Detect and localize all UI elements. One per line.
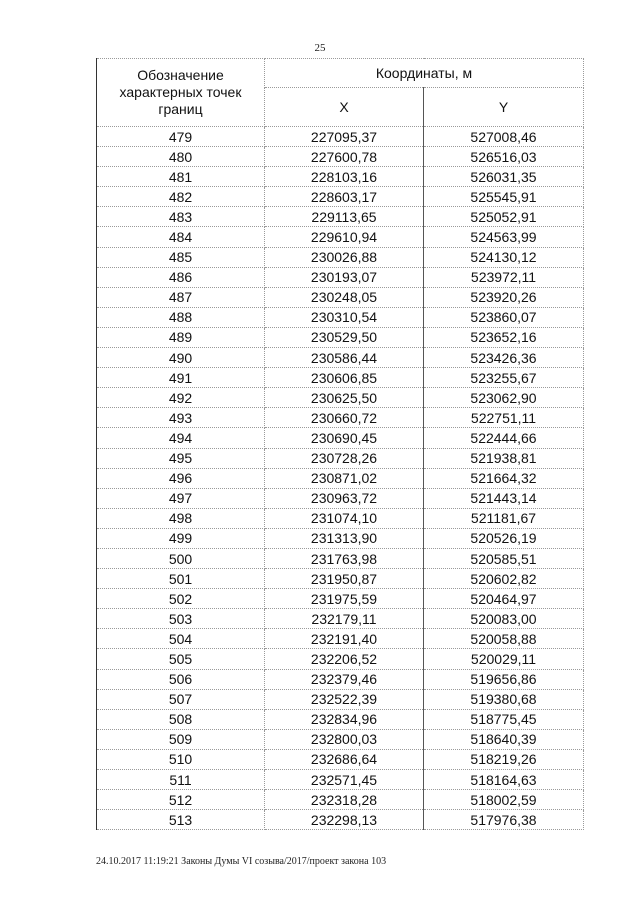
table-row bbox=[97, 508, 584, 528]
table-row bbox=[97, 589, 584, 609]
cell-x: 230871,02 bbox=[265, 468, 424, 488]
table-row bbox=[97, 207, 584, 227]
cell-x: 232298,13 bbox=[265, 810, 424, 830]
table-row bbox=[97, 689, 584, 709]
cell-x: 230193,07 bbox=[265, 267, 424, 287]
cell-x: 232800,03 bbox=[265, 729, 424, 749]
cell-point-id: 494 bbox=[97, 428, 265, 448]
cell-x: 231763,98 bbox=[265, 548, 424, 568]
table-row bbox=[97, 368, 584, 388]
cell-x: 230586,44 bbox=[265, 348, 424, 368]
table-row bbox=[97, 790, 584, 810]
cell-x: 230248,05 bbox=[265, 287, 424, 307]
table-row bbox=[97, 147, 584, 167]
table-row bbox=[97, 629, 584, 649]
cell-x: 229610,94 bbox=[265, 227, 424, 247]
table-row bbox=[97, 307, 584, 327]
table-row bbox=[97, 327, 584, 347]
table-row bbox=[97, 548, 584, 568]
table-body bbox=[97, 127, 584, 830]
table-row bbox=[97, 709, 584, 729]
cell-y: 518640,39 bbox=[424, 729, 584, 749]
table-row bbox=[97, 609, 584, 629]
table-row bbox=[97, 749, 584, 769]
cell-y: 523860,07 bbox=[424, 307, 584, 327]
cell-y: 523920,26 bbox=[424, 287, 584, 307]
cell-y: 520585,51 bbox=[424, 548, 584, 568]
table-row bbox=[97, 488, 584, 508]
cell-y: 521938,81 bbox=[424, 448, 584, 468]
cell-point-id: 493 bbox=[97, 408, 265, 428]
cell-x: 230606,85 bbox=[265, 368, 424, 388]
cell-point-id: 507 bbox=[97, 689, 265, 709]
cell-point-id: 499 bbox=[97, 528, 265, 548]
cell-x: 232834,96 bbox=[265, 709, 424, 729]
cell-y: 525052,91 bbox=[424, 207, 584, 227]
cell-x: 231313,90 bbox=[265, 528, 424, 548]
cell-y: 527008,46 bbox=[424, 127, 584, 147]
cell-point-id: 513 bbox=[97, 810, 265, 830]
cell-x: 230529,50 bbox=[265, 327, 424, 347]
cell-y: 526516,03 bbox=[424, 147, 584, 167]
cell-point-id: 491 bbox=[97, 368, 265, 388]
cell-y: 523652,16 bbox=[424, 327, 584, 347]
table-row bbox=[97, 348, 584, 368]
cell-point-id: 511 bbox=[97, 770, 265, 790]
table-row bbox=[97, 810, 584, 830]
cell-y: 520464,97 bbox=[424, 589, 584, 609]
cell-point-id: 505 bbox=[97, 649, 265, 669]
cell-point-id: 496 bbox=[97, 468, 265, 488]
cell-point-id: 501 bbox=[97, 569, 265, 589]
cell-point-id: 502 bbox=[97, 589, 265, 609]
cell-y: 518164,63 bbox=[424, 770, 584, 790]
cell-point-id: 492 bbox=[97, 388, 265, 408]
cell-x: 228603,17 bbox=[265, 187, 424, 207]
cell-x: 228103,16 bbox=[265, 167, 424, 187]
header-point-label: Обозначение характерных точек границ bbox=[97, 59, 265, 127]
cell-x: 230690,45 bbox=[265, 428, 424, 448]
cell-x: 229113,65 bbox=[265, 207, 424, 227]
cell-point-id: 483 bbox=[97, 207, 265, 227]
cell-x: 227600,78 bbox=[265, 147, 424, 167]
table-row bbox=[97, 729, 584, 749]
table-row bbox=[97, 569, 584, 589]
cell-point-id: 482 bbox=[97, 187, 265, 207]
cell-y: 517976,38 bbox=[424, 810, 584, 830]
cell-point-id: 481 bbox=[97, 167, 265, 187]
cell-y: 524563,99 bbox=[424, 227, 584, 247]
cell-point-id: 504 bbox=[97, 629, 265, 649]
table-row bbox=[97, 669, 584, 689]
cell-x: 232206,52 bbox=[265, 649, 424, 669]
cell-point-id: 508 bbox=[97, 709, 265, 729]
table-row bbox=[97, 528, 584, 548]
cell-point-id: 479 bbox=[97, 127, 265, 147]
cell-y: 521664,32 bbox=[424, 468, 584, 488]
cell-x: 230963,72 bbox=[265, 488, 424, 508]
cell-point-id: 490 bbox=[97, 348, 265, 368]
cell-x: 232318,28 bbox=[265, 790, 424, 810]
cell-point-id: 497 bbox=[97, 488, 265, 508]
table-row bbox=[97, 388, 584, 408]
cell-y: 521181,67 bbox=[424, 508, 584, 528]
table-row bbox=[97, 649, 584, 669]
coordinates-table bbox=[96, 58, 584, 830]
table-row bbox=[97, 227, 584, 247]
cell-x: 230026,88 bbox=[265, 247, 424, 267]
cell-point-id: 489 bbox=[97, 327, 265, 347]
cell-x: 232179,11 bbox=[265, 609, 424, 629]
cell-x: 230728,26 bbox=[265, 448, 424, 468]
cell-x: 232571,45 bbox=[265, 770, 424, 790]
cell-x: 227095,37 bbox=[265, 127, 424, 147]
cell-x: 230625,50 bbox=[265, 388, 424, 408]
cell-y: 524130,12 bbox=[424, 247, 584, 267]
cell-y: 522751,11 bbox=[424, 408, 584, 428]
cell-y: 519656,86 bbox=[424, 669, 584, 689]
table-row bbox=[97, 448, 584, 468]
page-number: 25 bbox=[314, 42, 326, 54]
cell-x: 232191,40 bbox=[265, 629, 424, 649]
cell-y: 522444,66 bbox=[424, 428, 584, 448]
cell-y: 518775,45 bbox=[424, 709, 584, 729]
cell-point-id: 509 bbox=[97, 729, 265, 749]
cell-point-id: 512 bbox=[97, 790, 265, 810]
cell-y: 518219,26 bbox=[424, 749, 584, 769]
table-row bbox=[97, 187, 584, 207]
cell-y: 518002,59 bbox=[424, 790, 584, 810]
cell-point-id: 495 bbox=[97, 448, 265, 468]
cell-y: 523972,11 bbox=[424, 267, 584, 287]
cell-y: 520058,88 bbox=[424, 629, 584, 649]
cell-point-id: 480 bbox=[97, 147, 265, 167]
cell-point-id: 506 bbox=[97, 669, 265, 689]
cell-y: 520029,11 bbox=[424, 649, 584, 669]
header-x: X bbox=[265, 88, 424, 127]
cell-y: 523426,36 bbox=[424, 348, 584, 368]
table-row bbox=[97, 770, 584, 790]
cell-x: 231975,59 bbox=[265, 589, 424, 609]
cell-y: 523062,90 bbox=[424, 388, 584, 408]
table-row bbox=[97, 167, 584, 187]
cell-y: 520526,19 bbox=[424, 528, 584, 548]
cell-y: 525545,91 bbox=[424, 187, 584, 207]
cell-point-id: 503 bbox=[97, 609, 265, 629]
cell-point-id: 510 bbox=[97, 749, 265, 769]
coordinates-table-container bbox=[96, 58, 583, 830]
cell-y: 519380,68 bbox=[424, 689, 584, 709]
cell-point-id: 487 bbox=[97, 287, 265, 307]
cell-x: 231950,87 bbox=[265, 569, 424, 589]
table-row bbox=[97, 468, 584, 488]
cell-point-id: 485 bbox=[97, 247, 265, 267]
cell-x: 230660,72 bbox=[265, 408, 424, 428]
cell-y: 521443,14 bbox=[424, 488, 584, 508]
table-header bbox=[97, 59, 584, 127]
table-row bbox=[97, 267, 584, 287]
cell-x: 232686,64 bbox=[265, 749, 424, 769]
cell-y: 520602,82 bbox=[424, 569, 584, 589]
table-row bbox=[97, 428, 584, 448]
cell-point-id: 486 bbox=[97, 267, 265, 287]
cell-x: 232379,46 bbox=[265, 669, 424, 689]
cell-y: 520083,00 bbox=[424, 609, 584, 629]
cell-x: 232522,39 bbox=[265, 689, 424, 709]
table-row bbox=[97, 408, 584, 428]
header-coordinates: Координаты, м bbox=[265, 59, 584, 88]
cell-x: 230310,54 bbox=[265, 307, 424, 327]
cell-point-id: 500 bbox=[97, 548, 265, 568]
table-row bbox=[97, 127, 584, 147]
cell-x: 231074,10 bbox=[265, 508, 424, 528]
cell-point-id: 498 bbox=[97, 508, 265, 528]
footer-stamp: 24.10.2017 11:19:21 Законы Думы VI созыва/2017/проект закона 103 bbox=[96, 856, 387, 867]
cell-y: 526031,35 bbox=[424, 167, 584, 187]
table-row bbox=[97, 247, 584, 267]
header-y: Y bbox=[424, 88, 584, 127]
cell-y: 523255,67 bbox=[424, 368, 584, 388]
cell-point-id: 484 bbox=[97, 227, 265, 247]
cell-point-id: 488 bbox=[97, 307, 265, 327]
table-row bbox=[97, 287, 584, 307]
